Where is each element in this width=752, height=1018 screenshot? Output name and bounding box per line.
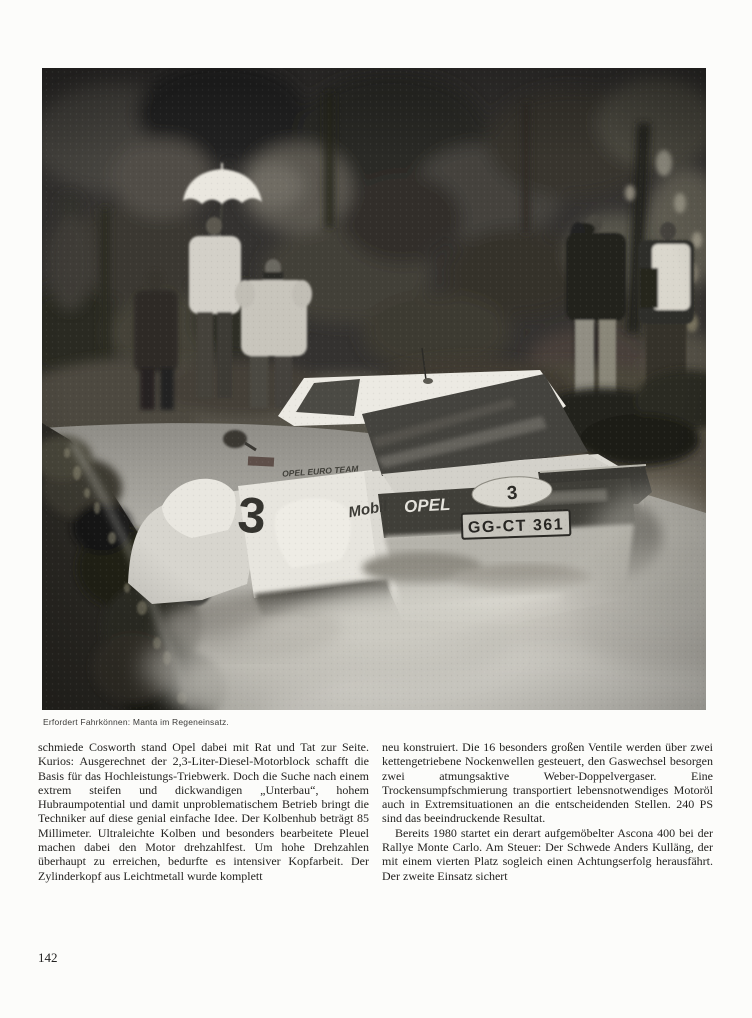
article-paragraph: neu konstruiert. Die 16 besonders großen Ventile werden über zwei kettengetriebene Nockenwellen gesteuert, den Gaswechsel besorgen zwei atmungsaktive Weber-Doppelvergaser. Eine Trockensumpfschmierung transportiert lebensnotwendiges Motoröl auch in Extremsituationen an die entscheidenden Stellen. 240 PS sind das beeindruckende Resultat. xyxy=(382,740,713,826)
photo-caption: Erfordert Fahrkönnen: Manta im Regeneinsatz. xyxy=(43,717,229,727)
article-paragraph: Bereits 1980 startet ein derart aufgemöbelter Ascona 400 bei der Rallye Monte Carlo. Am Steuer: Der Schwede Anders Kulläng, der mit einem vierten Platz sogleich einen Achtungserfolg herausfährt. Der zweite Einsatz sichert xyxy=(382,825,713,883)
article-column-left xyxy=(38,740,369,883)
article-column-right xyxy=(382,740,713,883)
article-paragraph: schmiede Cosworth stand Opel dabei mit Rat und Tat zur Seite. Kurios: Ausgerechnet der 2,3-Liter-Diesel-Motorblock schafft die Basis für das Hochleistungs-Triebwerk. Doch die Suche nach einem extrem steifen und dickwandigen „Unterbau“, hohem Hubraumpotential und damit unproblematischem Betrieb bringt die Techniker auf diese genial einfache Idee. Der Kolbenhub beträgt 85 Millimeter. Ultraleichte Kolben und besonders bearbeitete Pleuel machen dabei den Motor drehzahlfest. Um hohe Drehzahlen überhaupt zu erreichen, bedurfte es intensiver Kopfarbeit. Der Zylinderkopf aus Leichtmetall wurde komplett xyxy=(38,740,369,883)
photo-grain xyxy=(42,68,706,710)
rally-photo xyxy=(42,68,706,710)
article-columns xyxy=(38,740,714,883)
page-number: 142 xyxy=(38,950,58,965)
